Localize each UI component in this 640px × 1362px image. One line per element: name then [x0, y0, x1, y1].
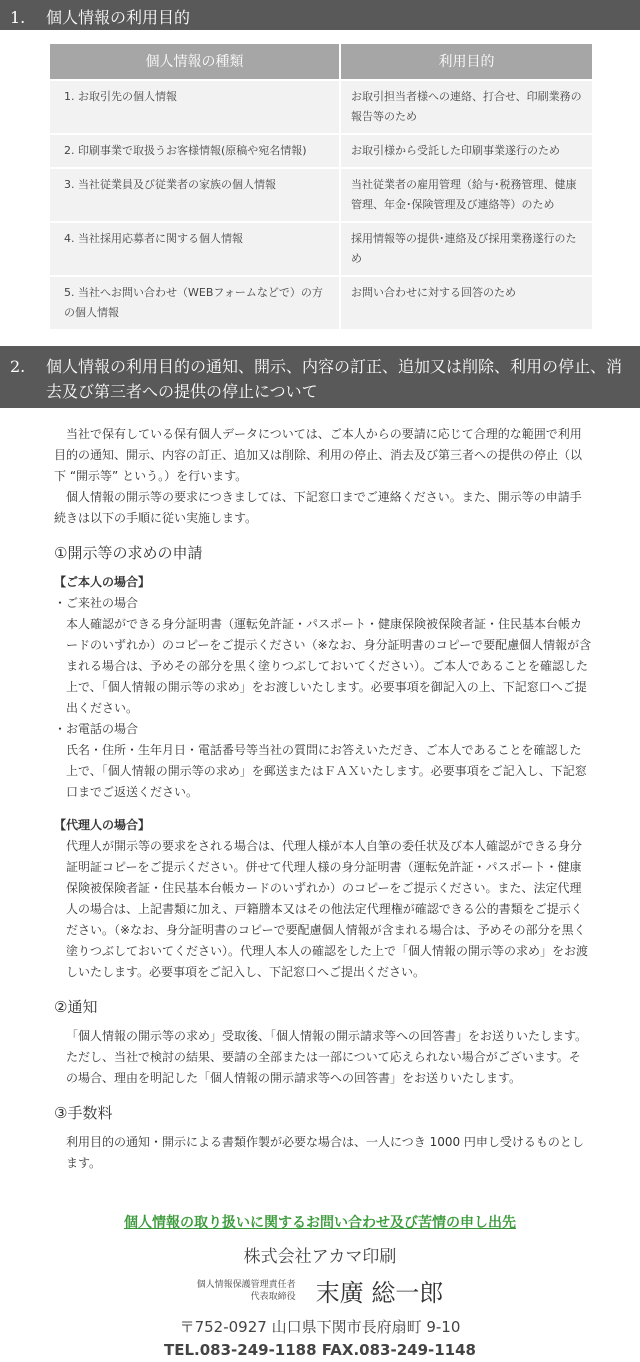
- visit-label: ・ご来社の場合: [54, 596, 139, 610]
- table-row: [50, 134, 592, 168]
- step3-title: ③手数料: [54, 1104, 113, 1122]
- section2-number: 2.: [10, 357, 26, 376]
- tel-fax: TEL.083-249-1188 FAX.083-249-1148: [164, 1341, 476, 1359]
- header-purpose: 利用目的: [340, 44, 592, 80]
- row-purpose: お取引様から受託した印刷事業遂行のため: [340, 134, 592, 168]
- row-type: 5. 当社へお問い合わせ（WEBフォームなどで）の方の個人情報: [50, 276, 340, 329]
- address: 〒752-0927 山口県下関市長府扇町 9-10: [179, 1318, 461, 1336]
- row-type: 1. お取引先の個人情報: [50, 80, 340, 134]
- row-purpose: 当社従業者の雇用管理（給与･税務管理、健康管理、年金･保険管理及び連絡等）のため: [340, 168, 592, 222]
- header-type: 個人情報の種類: [50, 44, 340, 80]
- row-type: 2. 印刷事業で取扱うお客様情報(原稿や宛名情報): [50, 134, 340, 168]
- row-purpose: お問い合わせに対する回答のため: [340, 276, 592, 329]
- table-row: [50, 80, 592, 134]
- table-row: [50, 222, 592, 276]
- section1-header: [0, 0, 640, 30]
- contact-block: [0, 1212, 640, 1359]
- phone-label: ・お電話の場合: [54, 722, 139, 736]
- purpose-table: [50, 44, 592, 329]
- step1-title: ①開示等の求めの申請: [54, 544, 203, 562]
- row-purpose: 採用情報等の提供･連絡及び採用業務遂行のため: [340, 222, 592, 276]
- self-label: 【ご本人の場合】: [54, 575, 151, 589]
- section2-title: 個人情報の利用目的の通知、開示、内容の訂正、追加又は削除、利用の停止、消去及び第三者への提供の停止について: [46, 357, 623, 401]
- intro-paragraph-2: 個人情報の開示等の要求につきましては、下記窓口までご連絡ください。また、開示等の申請手続きは以下の手順に従い実施します。: [54, 490, 582, 525]
- company-name: 株式会社アカマ印刷: [243, 1247, 397, 1267]
- section2-body: [0, 408, 640, 1174]
- agent-text: 代理人が開示等の要求をされる場合は、代理人様が本人自筆の委任状及び本人確認ができる身分証明証コピーをご提示ください。併せて代理人様の身分証明書（運転免許証・パスポート・健康保険被保険者証・住民基本台帳カードのいずれか）のコピーをご提示ください。また、法定代理人の場合は、上記書類に加え、戸籍謄本又はその他法定代理権が確認できる公的書類をご提示ください。（※なお、身分証明書のコピーで要配慮個人情報が含まれる場合は、予めその部分を黒く塗りつぶしておいてください）。代理人本人の確認をした上で「個人情報の開示等の求め」をお渡しいたします。必要事項をご記入し、下記窓口へご提出ください。: [66, 839, 589, 979]
- role-representative: 代表取締役: [250, 1291, 296, 1302]
- section2-header: [0, 346, 640, 408]
- row-type: 4. 当社採用応募者に関する個人情報: [50, 222, 340, 276]
- row-type: 3. 当社従業員及び従業者の家族の個人情報: [50, 168, 340, 222]
- agent-label: 【代理人の場合】: [54, 818, 151, 832]
- section1-number: 1.: [10, 8, 26, 27]
- table-header-row: [50, 44, 592, 80]
- step2-text: 「個人情報の開示等の求め」受取後、「個人情報の開示請求等への回答書」をお送りいたします。ただし、当社で検討の結果、要請の全部または一部について応えられない場合がございます。その場合、理由を明記した「個人情報の開示請求等への回答書」をお送りいたします。: [66, 1029, 588, 1085]
- table-row: [50, 276, 592, 329]
- person-name: 末廣 総一郎: [315, 1279, 444, 1307]
- responsible-person: [0, 1273, 640, 1308]
- table-row: [50, 168, 592, 222]
- section2: [0, 346, 640, 1174]
- step2-title: ②通知: [54, 998, 98, 1016]
- roles: [197, 1279, 296, 1303]
- section1-title: 個人情報の利用目的: [46, 8, 191, 27]
- row-purpose: お取引担当者様への連絡、打合せ、印刷業務の報告等のため: [340, 80, 592, 134]
- visit-text: 本人確認ができる身分証明書（運転免許証・パスポート・健康保険被保険者証・住民基本台帳カードのいずれか）のコピーをご提示ください（※なお、身分証明書のコピーで要配慮個人情報が含まれる場合は、予めその部分を黒く塗りつぶしておいてください）。ご本人であることを確認した上で、「個人情報の開示等の求め」をお渡しいたします。必要事項を御記入の上、下記窓口へご提出ください。: [66, 617, 592, 715]
- phone-text: 氏名・住所・生年月日・電話番号等当社の質問にお答えいただき、ご本人であることを確認した上で、「個人情報の開示等の求め」を郵送またはＦＡＸいたします。必要事項をご記入し、下記窓口までご返送ください。: [66, 743, 587, 799]
- contact-title: 個人情報の取り扱いに関するお問い合わせ及び苦情の申し出先: [124, 1215, 516, 1231]
- intro-paragraph-1: 当社で保有している保有個人データについては、ご本人からの要請に応じて合理的な範囲で利用目的の通知、開示、内容の訂正、追加又は削除、利用の停止、消去及び第三者への提供の停止（以下 “開示等” という。）を行います。: [54, 427, 583, 483]
- step3-text: 利用目的の通知・開示による書類作製が必要な場合は、一人につき 1000 円申し受けるものとします。: [66, 1135, 584, 1170]
- role-privacy-manager: 個人情報保護管理責任者: [196, 1279, 296, 1290]
